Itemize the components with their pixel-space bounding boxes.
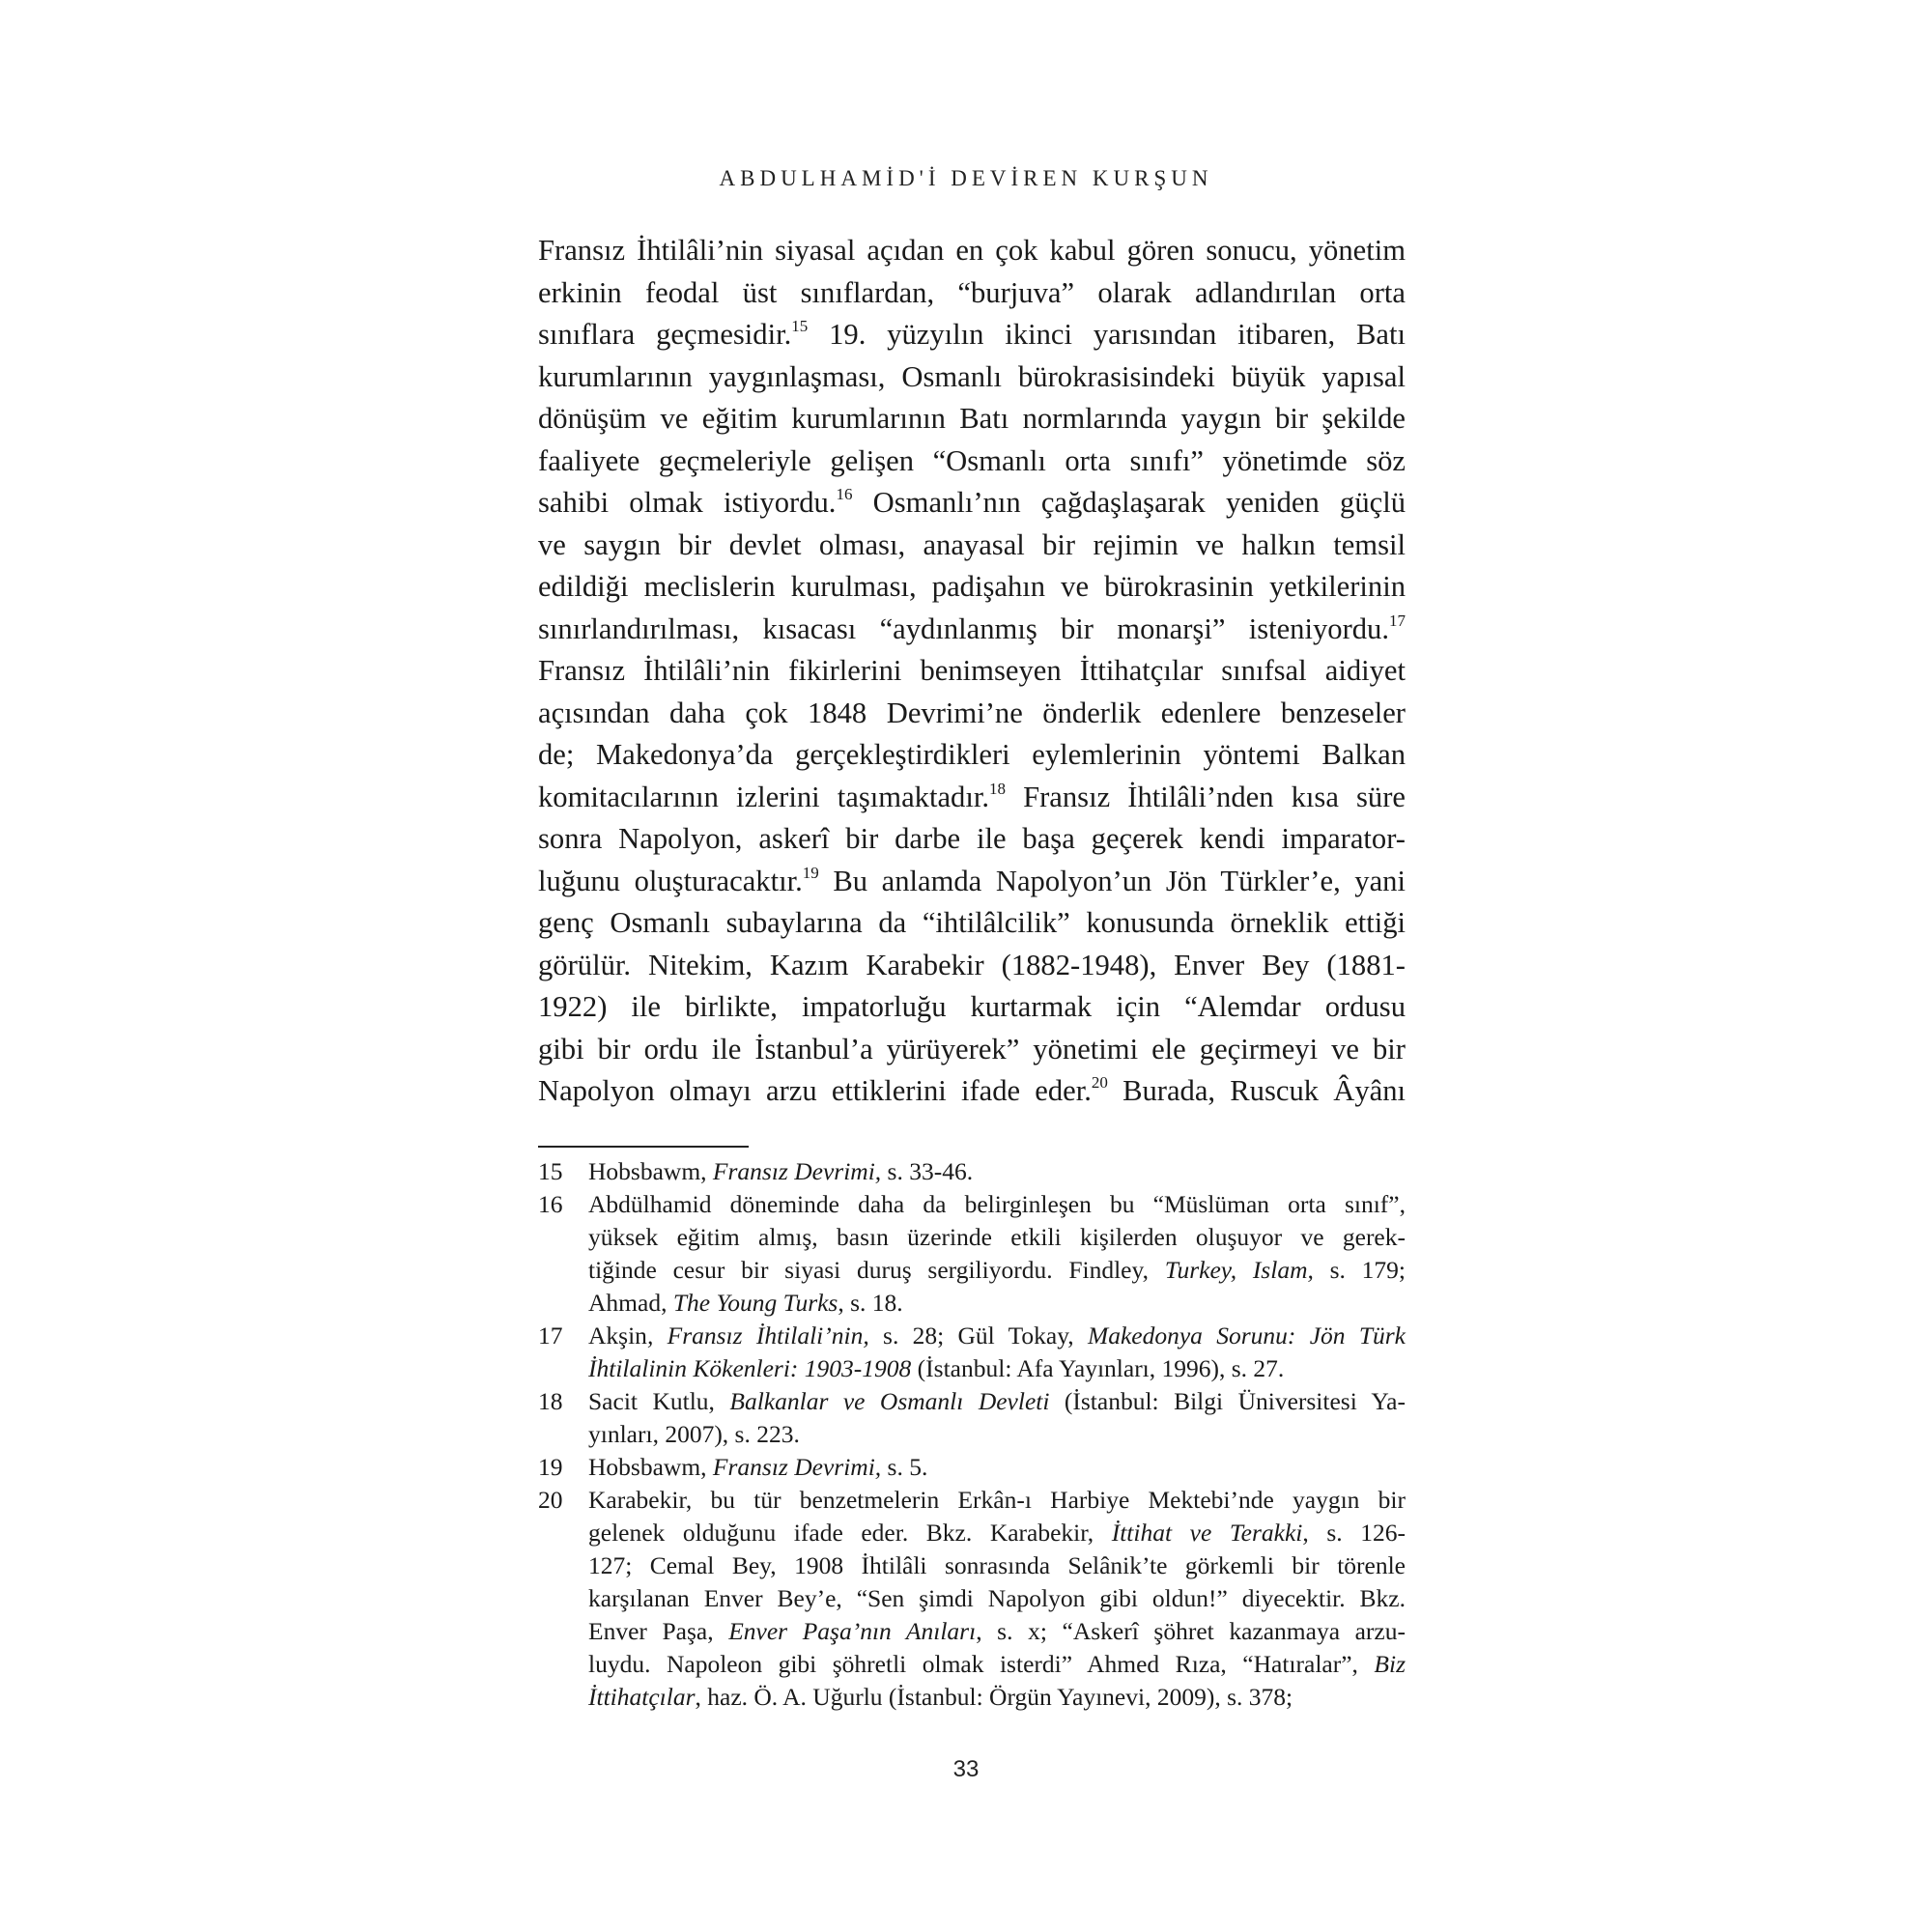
footnote-text: , haz. Ö. A. Uğurlu (İstanbul: Örgün Yayınevi, 2009), s. 378; [695,1683,1293,1711]
footnote-text: luydu. Napoleon gibi şöhretli olmak isterdi” Ahmed Rıza, “Hatıralar”, [588,1650,1375,1678]
body-line [538,1070,1406,1113]
body-line: dönüşüm ve eğitim kurumlarının Batı normlarında yaygın bir şekilde [538,402,1406,435]
footnote-text: s. 33-46. [881,1157,974,1185]
footnote-reference[interactable]: 19 [802,863,819,882]
body-line-text: sınıflara geçmesidir. [538,318,792,351]
footnote-text: Hobsbawm, [588,1453,713,1481]
body-line [538,861,1406,903]
footnote-line [588,1517,1406,1549]
body-line: de; Makedonya’da gerçekleştirdikleri eylemlerinin yöntemi Balkan [538,738,1406,771]
footnote-text: (İstanbul: Afa Yayınları, 1996), s. 27. [911,1354,1285,1382]
footnote-line [588,1221,1406,1254]
footnote-number: 15 [538,1157,563,1185]
footnote-reference[interactable]: 16 [836,485,853,503]
body-line-text: Napolyon olmayı arzu ettiklerini ifade eder. [538,1074,1092,1107]
footnote-number: 19 [538,1453,563,1481]
footnotes [538,1155,1406,1714]
body-line-text: Bu anlamda Napolyon’un Jön Türkler’e, yani [818,864,1406,897]
footnote-20 [538,1484,1406,1714]
body-line: genç Osmanlı subaylarına da “ihtilâlcilik” konusunda örneklik ettiği [538,906,1406,939]
body-line-text: sahibi olmak istiyordu. [538,486,837,519]
body-line-text: Burada, Ruscuk Âyânı [1107,1074,1406,1107]
page-number: 33 [952,1756,980,1782]
body-line: Fransız İhtilâli’nin siyasal açıdan en çok kabul gören sonucu, yönetim [538,234,1406,267]
footnote-text: s. 5. [881,1453,928,1481]
footnote-text: s. 179; [1313,1256,1406,1284]
body-line: ve saygın bir devlet olması, anayasal bir rejimin ve halkın temsil [538,527,1406,561]
citation-title: Enver Paşa’nın Anıları [728,1617,977,1645]
footnote-line [588,1484,1406,1517]
citation-title: Balkanlar ve Osmanlı Devleti [729,1387,1050,1415]
footnote-line [588,1287,1406,1320]
body-text [538,230,1406,1113]
footnote-reference[interactable]: 17 [1389,611,1406,630]
citation-title: İttihatçılar [588,1683,696,1711]
footnote-reference[interactable]: 20 [1091,1073,1108,1092]
citation-title: İttihat ve Terakki [1111,1519,1303,1547]
footnote-number: 16 [538,1190,563,1218]
footnote-15 [538,1155,1406,1188]
footnote-line [588,1549,1406,1582]
body-line: erkinin feodal üst sınıflardan, “burjuva” olarak adlandırılan orta [538,275,1406,309]
body-line-text: sınırlandırılması, kısacası “aydınlanmış bir monarşi” isteniyordu. [538,611,1389,645]
footnote-line [588,1681,1406,1714]
footnote-text: , s. 126- [1302,1519,1406,1547]
footnote-line [588,1451,1406,1484]
body-line: görülür. Nitekim, Kazım Karabekir (1882-1948), Enver Bey (1881- [538,948,1406,981]
citation-title: Fransız Devrimi, [712,1453,882,1481]
body-line [538,314,1406,356]
footnote-text: yınları, 2007), s. 223. [588,1420,800,1448]
footnote-line [588,1188,1406,1221]
footnote-text: Sacit Kutlu, [588,1387,730,1415]
footnote-reference[interactable]: 15 [791,317,809,335]
footnote-text: Enver Paşa, [588,1617,729,1645]
footnote-line [588,1254,1406,1287]
footnote-line [588,1320,1406,1352]
body-line: 1922) ile birlikte, impatorluğu kurtarmak için “Alemdar ordusu [538,990,1406,1023]
footnote-text: yüksek eğitim almış, basın üzerinde etkili kişilerden oluşuyor ve gerek- [588,1223,1406,1251]
footnote-16 [538,1188,1406,1320]
footnote-text: Abdülhamid döneminde daha da belirginleşen bu “Müslüman orta sınıf”, [588,1190,1406,1218]
citation-title: , Fransız İhtilali’nin, [646,1321,869,1350]
footnote-text: tiğinde cesur bir siyasi duruş sergiliyordu. Findley, [588,1256,1165,1284]
citation-title: Biz [1374,1650,1406,1678]
citation-title: Turkey, Islam, [1164,1256,1314,1284]
footnote-number: 18 [538,1387,563,1415]
citation-title: The Young Turks [672,1289,838,1317]
footnote-text: , s. x; “Askerî şöhret kazanmaya arzu- [976,1617,1406,1645]
footnote-text: karşılanan Enver Bey’e, “Sen şimdi Napolyon gibi oldun!” diyecektir. Bkz. [588,1584,1406,1612]
footnote-19 [538,1451,1406,1484]
citation-title: Fransız Devrimi, [712,1157,882,1185]
body-line: sonra Napolyon, askerî bir darbe ile başa geçerek kendi imparator- [538,822,1406,855]
body-line: faaliyete geçmeleriyle gelişen “Osmanlı orta sınıfı” yönetimde söz [538,443,1406,477]
body-line: edildiği meclislerin kurulması, padişahın ve bürokrasinin yetkilerinin [538,570,1406,603]
footnote-text: s. 28; Gül Tokay, [868,1321,1088,1350]
footnote-text: (İstanbul: Bilgi Üniversitesi Ya- [1049,1387,1406,1415]
body-line: kurumlarının yaygınlaşması, Osmanlı bürokrasisindeki büyük yapısal [538,359,1406,393]
footnote-17 [538,1320,1406,1385]
footnote-18 [538,1385,1406,1451]
body-line [538,609,1406,651]
citation-title: İhtilalinin Kökenleri: 1903-1908 [588,1354,912,1382]
footnote-text: gelenek olduğunu ifade eder. Bkz. Karabekir, [588,1519,1112,1547]
body-line: gibi bir ordu ile İstanbul’a yürüyerek” yönetimi ele geçirmeyi ve bir [538,1032,1406,1065]
body-line-text: Osmanlı’nın çağdaşlaşarak yeniden güçlü [852,486,1406,519]
footnote-text: Ahmad, [588,1289,673,1317]
body-line-text: 19. yüzyılın ikinci yarısından itibaren, Batı [808,318,1406,351]
footnote-line [588,1648,1406,1681]
body-line-text: Fransız İhtilâli’nden kısa süre [1005,780,1406,813]
footnote-text: 127; Cemal Bey, 1908 İhtilâli sonrasında Selânik’te görkemli bir törenle [588,1551,1406,1579]
body-line-text: komitacılarının izlerini taşımaktadır. [538,780,989,813]
footnote-line [588,1615,1406,1648]
body-line: açısından daha çok 1848 Devrimi’ne önderlik edenlere benzeseler [538,696,1406,729]
body-line [538,482,1406,525]
footnote-line [588,1418,1406,1451]
body-line: Fransız İhtilâli’nin fikirlerini benimseyen İttihatçılar sınıfsal aidiyet [538,654,1406,687]
citation-title: Makedonya Sorunu: Jön Türk [1087,1321,1406,1350]
footnote-line [588,1385,1406,1418]
footnote-text: , s. 18. [838,1289,903,1317]
footnote-line [588,1352,1406,1385]
body-line [538,777,1406,819]
body-line-text: luğunu oluşturacaktır. [538,864,803,897]
footnote-text: Hobsbawm, [588,1157,713,1185]
footnote-rule [538,1146,749,1148]
footnote-line [588,1582,1406,1615]
running-head: ABDULHAMİD'İ DEVİREN KURŞUN [719,166,1213,190]
footnote-number: 17 [538,1321,563,1350]
footnote-reference[interactable]: 18 [988,779,1006,798]
footnote-text: Akşin [588,1321,647,1350]
footnote-line [588,1155,1406,1188]
footnote-number: 20 [538,1486,563,1514]
footnote-text: Karabekir, bu tür benzetmelerin Erkân-ı Harbiye Mektebi’nde yaygın bir [588,1486,1406,1514]
